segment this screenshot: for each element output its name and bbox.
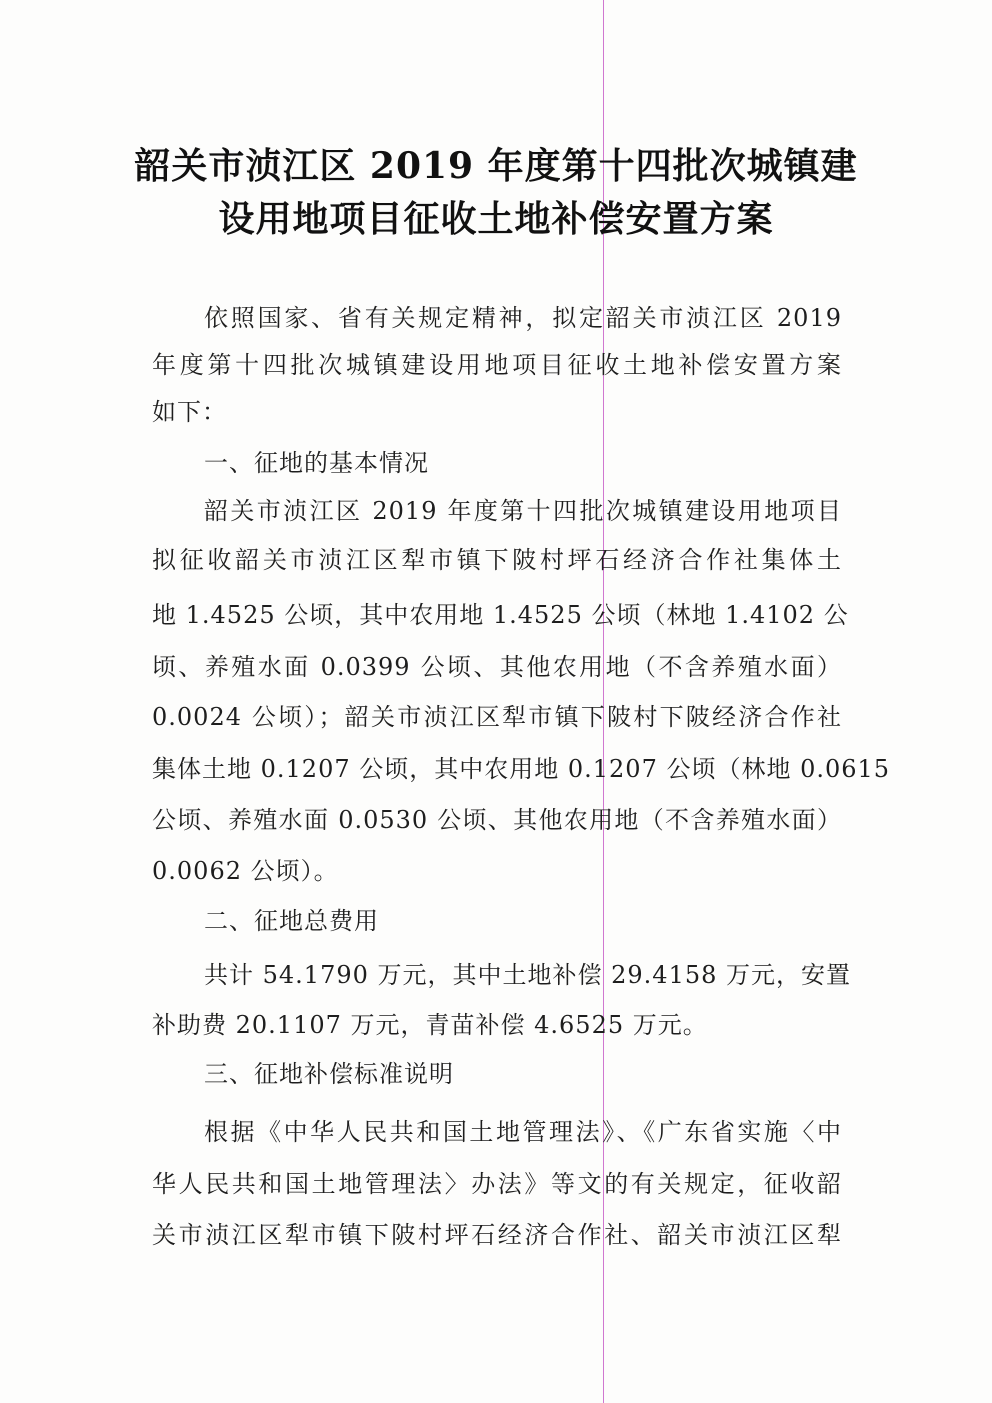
section-1-line-7: 公顷、养殖水面 0.0530 公顷、其他农用地（不含养殖水面）	[152, 806, 842, 834]
section-1-line-2: 拟征收韶关市浈江区犁市镇下陂村坪石经济合作社集体土	[152, 546, 842, 574]
section-2-line-2: 补助费 20.1107 万元，青苗补偿 4.6525 万元。	[152, 1011, 708, 1039]
section-3-heading: 三、征地补偿标准说明	[204, 1060, 454, 1088]
section-2-heading: 二、征地总费用	[204, 907, 379, 935]
section-1-line-6: 集体土地 0.1207 公顷，其中农用地 0.1207 公顷（林地 0.0615	[152, 755, 891, 783]
document-title-line-1: 韶关市浈江区 2019 年度第十四批次城镇建	[134, 145, 858, 187]
document-title-line-2: 设用地项目征收土地补偿安置方案	[218, 198, 774, 240]
section-1-line-3: 地 1.4525 公顷，其中农用地 1.4525 公顷（林地 1.4102 公	[152, 601, 849, 629]
intro-line-1: 依照国家、省有关规定精神，拟定韶关市浈江区 2019	[204, 304, 842, 332]
section-3-line-3: 关市浈江区犁市镇下陂村坪石经济合作社、韶关市浈江区犁	[152, 1221, 842, 1249]
section-1-line-4: 顷、养殖水面 0.0399 公顷、其他农用地（不含养殖水面）	[152, 653, 842, 681]
section-1-line-5: 0.0024 公顷）；韶关市浈江区犁市镇下陂村下陂经济合作社	[152, 703, 842, 731]
section-1-line-1: 韶关市浈江区 2019 年度第十四批次城镇建设用地项目	[204, 497, 842, 525]
section-2-line-1: 共计 54.1790 万元，其中土地补偿 29.4158 万元，安置	[204, 961, 852, 989]
section-3-line-1: 根据《中华人民共和国土地管理法》、《广东省实施〈中	[204, 1118, 842, 1146]
intro-line-2: 年度第十四批次城镇建设用地项目征收土地补偿安置方案	[152, 351, 842, 379]
section-1-line-8: 0.0062 公顷）。	[152, 857, 339, 885]
intro-line-3: 如下：	[152, 398, 227, 426]
section-3-line-2: 华人民共和国土地管理法〉办法》等文的有关规定，征收韶	[152, 1170, 842, 1198]
section-1-heading: 一、征地的基本情况	[204, 449, 429, 477]
